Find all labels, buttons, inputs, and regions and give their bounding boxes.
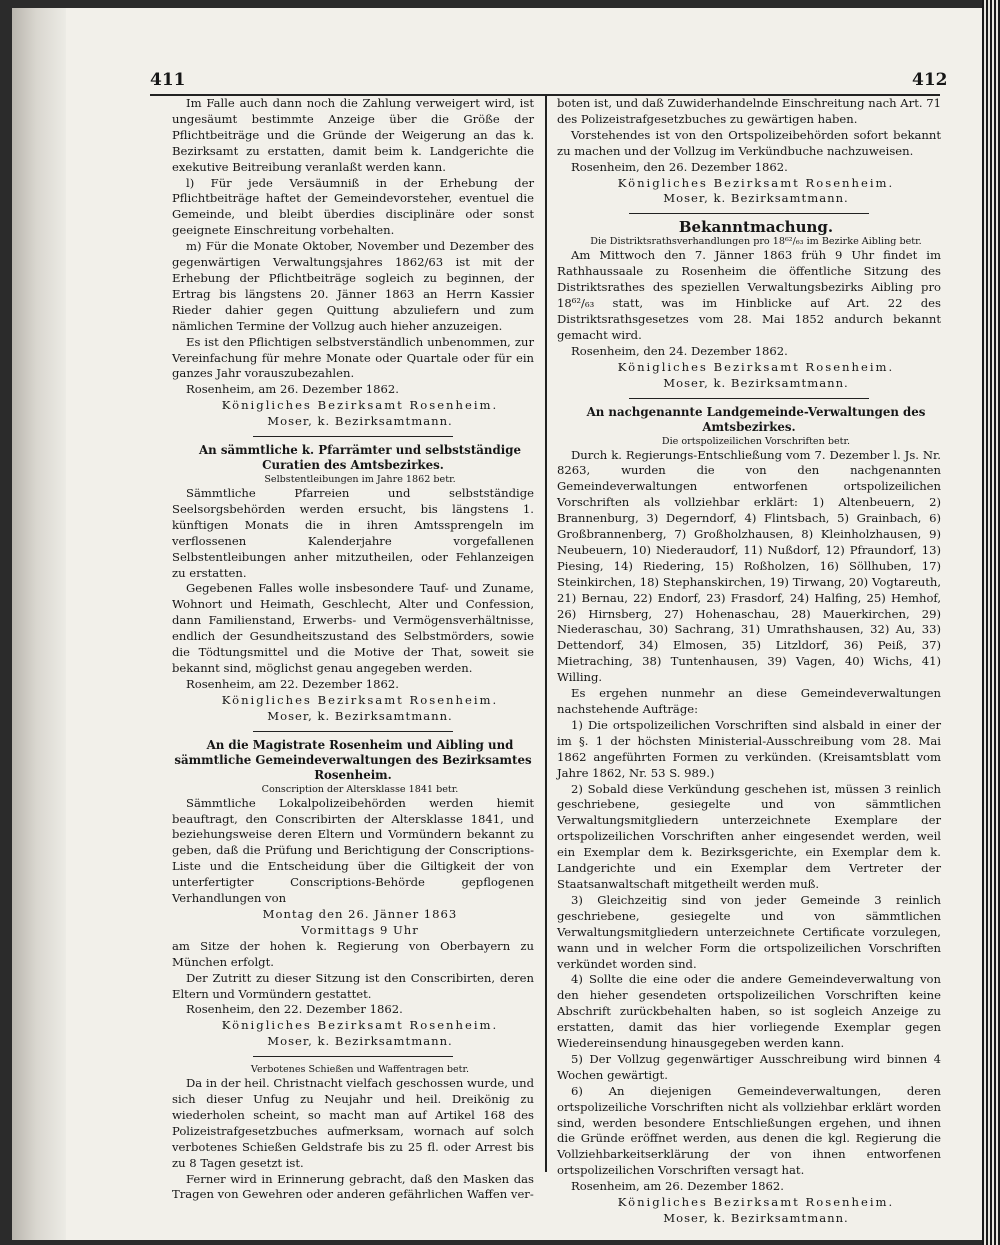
section-heading: Bekanntmachung. [678,218,834,237]
left-column [172,96,534,1203]
paragraph: Ferner wird in Erinnerung gebracht, daß den Masken das Tragen von Gewehren oder anderen gefährlichen Waffen ver- [172,1171,534,1202]
paragraph: m) Für die Monate Oktober, November und Dezember des gegenwärtigen Verwaltungsjahres 1862/63 ist mit der Erhebung der Pflichtbeiträge sogleich zu beginnen, der Ertrag bis längstens 20. Jänner 1863 an Herrn Kassier Rieder dahier gegen Quittung abzuliefern und zum nämlichen Termine der Vollzug auch hieher anzuzeigen. [172,239,534,333]
paragraph: 2) Sobald diese Verkündung geschehen ist, müssen 3 reinlich geschriebene, gesiegelte und von sämmtlichen Verwaltungsmitgliedern unterzeichnete Exemplare der ortspolizeilichen Vorschriften anher eingesendet werden, weil ein Exemplar dem k. Bezirksgerichte, ein Exemplar dem k. Landgerichte und ein Exemplar dem Vertreter der Staatsanwaltschaft mitgetheilt werden muß. [557,781,941,891]
paragraph: 3) Gleichzeitig sind von jeder Gemeinde 3 reinlich geschriebene, gesiegelte und von sämmtlichen Verwaltungsmitgliedern unterzeichnete Certificate vorzulegen, wann und in welcher Form die ortspolizeilichen Vorschriften verkündet worden sind. [557,892,941,971]
page-number-right: 412 [912,70,948,90]
signature-office: Königliches Bezirksamt Rosenheim. [221,398,499,413]
paragraph: Es ist den Pflichtigen selbstverständlich unbenommen, zur Vereinfachung für mehre Monate oder Quartale oder für ein ganzes Jahr vorauszubezahlen. [172,334,534,381]
paragraph: Am Mittwoch den 7. Jänner 1863 früh 9 Uhr findet im Rathhaussaale zu Rosenheim die öffentliche Sitzung des Distriktsrathes des speziellen Verwaltungsbezirks Aibling pro 18⁶²/₆₃ statt, was im Hinblicke auf Art. 22 des Distriktsrathsgesetzes vom 28. Mai 1852 andurch bekannt gemacht wird. [557,248,941,342]
section-subject: Selbstentleibungen im Jahre 1862 betr. [264,474,456,486]
paragraph: Gegebenen Falles wolle insbesondere Tauf- und Zuname, Wohnort und Heimath, Geschlecht, Alter und Confession, dann Familienstand, Erwerbs- und Vermögensverhältnisse, endlich der Gesundheitszustand des Selbstmörders, sowie die Tödtungsmittel und die Motive der That, soweit sie bekannt sind, möglichst genau angegeben werden. [172,581,534,675]
signature-name: Moser, k. Bezirksamtmann. [267,1034,453,1049]
column-divider [545,96,547,1172]
paragraph: Es ergehen nunmehr an diese Gemeindeverwaltungen nachstehende Aufträge: [557,686,941,716]
date-line: Rosenheim, am 26. Dezember 1862. [186,382,399,397]
section-subject: Die Distriktsrathsverhandlungen pro 18⁶²/₆₃ im Bezirke Aibling betr. [590,236,922,248]
signature-name: Moser, k. Bezirksamtmann. [663,191,849,206]
section-heading: An sämmtliche k. Pfarrämter und selbstständige Curatien des Amtsbezirkes. [199,443,521,473]
signature-office: Königliches Bezirksamt Rosenheim. [617,359,895,374]
date-line: Rosenheim, am 22. Dezember 1862. [186,676,399,691]
paragraph: am Sitze der hohen k. Regierung von Oberbayern zu München erfolgt. [172,938,534,969]
paragraph: 6) An diejenigen Gemeindeverwaltungen, deren ortspolizeiliche Vorschriften nicht als vollziehbar erklärt worden sind, werden besondere Entschließungen ergehen, und ihnen die Gründe eröffnet werden, aus denen die kgl. Regierung die Vollziehbarkeitserklärung der von ihnen entworfenen ortspolizeilichen Vorschriften versagt hat. [557,1083,941,1178]
section-heading: An nachgenannte Landgemeinde-Verwaltungen des Amtsbezirkes. [586,404,926,434]
date-line: Rosenheim, den 22. Dezember 1862. [186,1002,403,1017]
signature-office: Königliches Bezirksamt Rosenheim. [221,1018,499,1033]
section-subject: Conscription der Altersklasse 1841 betr. [261,783,459,795]
meeting-time: Vormittags 9 Uhr [301,922,419,937]
paragraph: 1) Die ortspolizeilichen Vorschriften sind alsbald in einer der im §. 1 der höchsten Ministerial-Ausschreibung vom 28. Mai 1862 angeführten Formen zu verkünden. (Kreisamtsblatt vom Jahre 1862, Nr. 53 S. 989.) [557,717,941,780]
section-subject: Verbotenes Schießen und Waffentragen betr. [250,1064,470,1076]
paragraph: Sämmtliche Lokalpolizeibehörden werden hiemit beauftragt, den Conscribirten der Altersklasse 1841, und beziehungsweise deren Eltern und Vormündern bekannt zu geben, daß die Prüfung und Berichtigung der Conscriptions-Liste und die Entscheidung über die Giltigkeit der von unterfertigter Conscriptions-Behörde gepflogenen Verhandlungen von [172,795,534,906]
section-heading: An die Magistrate Rosenheim und Aibling und sämmtliche Gemeindeverwaltungen des Bezirksamtes Rosenheim. [174,737,532,782]
date-line: Rosenheim, am 26. Dezember 1862. [571,1179,784,1194]
paragraph: Da in der heil. Christnacht vielfach geschossen wurde, und sich dieser Unfug zu Neujahr und heil. Dreikönig zu wiederholen scheint, so macht man auf Artikel 168 des Polizeistrafgesetzbuches aufmerksam, wornach auf solch verbotenes Schießen Geldstrafe bis zu 25 fl. oder Arrest bis zu 8 Tagen gesetzt ist. [172,1076,534,1170]
section-separator [629,213,869,214]
signature-office: Königliches Bezirksamt Rosenheim. [617,1195,895,1210]
paragraph: Sämmtliche Pfarreien und selbstständige Seelsorgsbehörden werden ersucht, bis längstens 1. künftigen Monats die in ihren Amtssprengeln im verflossenen Kalenderjahre vorgefallenen Selbstentleibungen anher mitzutheilen, oder Fehlanzeigen zu erstatten. [172,486,534,580]
date-line: Rosenheim, den 24. Dezember 1862. [571,343,788,358]
signature-office: Königliches Bezirksamt Rosenheim. [221,692,499,707]
section-separator [253,436,453,437]
paragraph: 5) Der Vollzug gegenwärtiger Ausschreibung wird binnen 4 Wochen gewärtigt. [557,1051,941,1082]
paragraph: l) Für jede Versäumniß in der Erhebung der Pflichtbeiträge haftet der Gemeindevorsteher, eventuel die Gemeinde, und bleibt überdies disciplinäre oder sonst geeignete Einschreitung vorbehalten. [172,175,534,238]
section-subject: Die ortspolizeilichen Vorschriften betr. [661,435,851,447]
section-separator [253,1056,453,1057]
right-column [557,96,941,1227]
signature-name: Moser, k. Bezirksamtmann. [267,414,453,429]
meeting-date: Montag den 26. Jänner 1863 [262,906,458,921]
paragraph: Im Falle auch dann noch die Zahlung verweigert wird, ist ungesäumt bestimmte Anzeige über die Größe der Pflichtbeiträge und die Gründe der Weigerung an das k. Bezirksamt zu erstatten, damit beim k. Landgerichte die exekutive Beitreibung veranlaßt werden kann. [172,96,534,174]
section-separator [629,398,869,399]
book-binding [12,8,66,1240]
date-line: Rosenheim, den 26. Dezember 1862. [571,159,788,174]
signature-name: Moser, k. Bezirksamtmann. [267,708,453,723]
paragraph: 4) Sollte die eine oder die andere Gemeindeverwaltung von den hieher gesendeten ortspolizeilichen Vorschriften keine Abschrift zurückbehalten haben, so ist sogleich Anzeige zu erstatten, damit das hier vorliegende Exemplar gegen Wiedereinsendung hinausgegeben werden kann. [557,972,941,1051]
paragraph: Der Zutritt zu dieser Sitzung ist den Conscribirten, deren Eltern und Vormündern gestattet. [172,970,534,1001]
page-edge [982,0,1000,1245]
signature-office: Königliches Bezirksamt Rosenheim. [617,175,895,190]
section-separator [253,731,453,732]
signature-name: Moser, k. Bezirksamtmann. [663,375,849,390]
paragraph: Durch k. Regierungs-Entschließung vom 7. Dezember l. Js. Nr. 8263, wurden die von den nachgenannten Gemeindeverwaltungen entworfenen ortspolizeilichen Vorschriften als vollziehbar erklärt: 1) Altenbeuern, 2) Brannenburg, 3) Degerndorf, 4) Flintsbach, 5) Grainbach, 6) Großbrannenberg, 7) Großholzhausen, 8) Kleinholzhausen, 9) Neubeuern, 10) Niederaudorf, 11) Nußdorf, 12) Pfraundorf, 13) Piesing, 14) Riedering, 15) Roßholzen, 16) Söllhuben, 17) Steinkirchen, 18) Stephanskirchen, 19) Tirwang, 20) Vogtareuth, 21) Bernau, 22) Endorf, 23) Frasdorf, 24) Halfing, 25) Hemhof, 26) Hirnsberg, 27) Hohenaschau, 28) Mauerkirchen, 29) Niederaschau, 30) Sachrang, 31) Umrathshausen, 32) Au, 33) Dettendorf, 34) Elmosen, 35) Litzldorf, 36) Peiß, 37) Mietraching, 38) Tuntenhausen, 39) Vagen, 40) Wichs, 41) Willing. [557,447,941,685]
paragraph: boten ist, und daß Zuwiderhandelnde Einschreitung nach Art. 71 des Polizeistrafgesetzbuches zu gewärtigen haben. [557,96,941,126]
page-number-left: 411 [150,70,186,90]
paragraph: Vorstehendes ist von den Ortspolizeibehörden sofort bekannt zu machen und der Vollzug im Verkündbuche nachzuweisen. [557,127,941,158]
signature-name: Moser, k. Bezirksamtmann. [663,1211,849,1225]
